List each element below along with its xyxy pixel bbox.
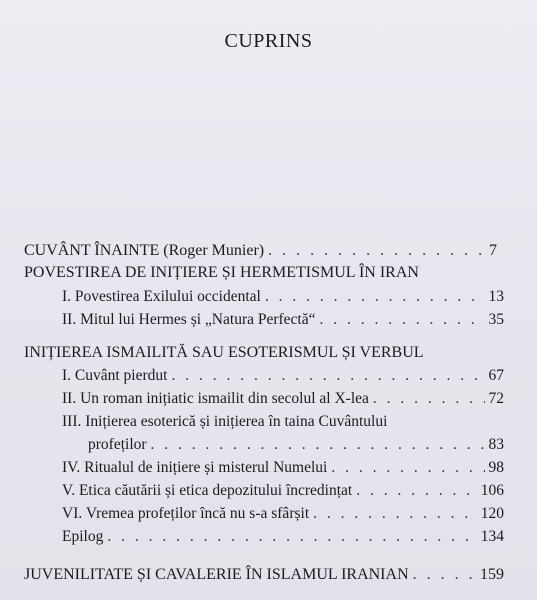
leader-dots <box>265 287 485 307</box>
leader-dots <box>107 527 476 547</box>
toc-entry-label: JUVENILITATE ȘI CAVALERIE ÎN ISLAMUL IRANIAN <box>24 566 409 583</box>
toc-entry-page: 35 <box>488 311 504 328</box>
toc-entry-page: 83 <box>488 436 504 453</box>
leader-dots <box>356 481 477 501</box>
toc-entry-page: 120 <box>480 505 504 522</box>
toc-entry <box>62 527 504 547</box>
toc-entry-label: INIȚIEREA ISMAILITĂ SAU ESOTERISMUL ȘI VERBUL <box>24 344 424 361</box>
toc-entry <box>62 504 504 524</box>
toc-entry-label: I. Cuvânt pierdut <box>62 367 168 384</box>
toc-entry <box>62 287 504 307</box>
toc-entry-label: I. Povestirea Exilului occidental <box>62 288 261 305</box>
leader-dots <box>313 504 477 524</box>
toc-entry <box>62 389 504 409</box>
toc-entry-label: II. Un roman inițiatic ismailit din secolul al X-lea <box>62 390 369 407</box>
toc-entry-page: 72 <box>488 390 504 407</box>
toc-section-heading <box>24 343 424 363</box>
toc-entry-label: POVESTIREA DE INIȚIERE ȘI HERMETISMUL ÎN IRAN <box>24 264 419 281</box>
toc-entry-label: IV. Ritualul de inițiere și misterul Numelui <box>62 459 328 476</box>
leader-dots <box>320 310 485 330</box>
toc-entry-page: 67 <box>488 367 504 384</box>
toc-entry-label: Epilog <box>62 528 104 545</box>
toc-entry-page: 98 <box>488 459 504 476</box>
toc-entry <box>24 241 497 261</box>
toc-entry <box>24 565 504 585</box>
toc-entry <box>62 458 504 478</box>
toc-entry-page: 134 <box>480 528 504 545</box>
page-title: CUPRINS <box>224 30 313 52</box>
toc-entry <box>62 412 387 432</box>
leader-dots <box>151 435 485 455</box>
toc-section-heading <box>24 263 419 283</box>
toc-entry <box>62 310 504 330</box>
toc-entry-label: V. Etica căutării și etica depozitului încredințat <box>62 482 353 499</box>
toc-entry-label: CUVÂNT ÎNAINTE (Roger Munier) <box>24 242 265 259</box>
toc-entry-label: VI. Vremea profeților încă nu s-a sfârșit <box>62 505 310 522</box>
leader-dots <box>373 389 485 409</box>
leader-dots <box>331 458 484 478</box>
toc-entry-label: III. Inițierea esoterică și inițierea în taina Cuvântului <box>62 413 388 430</box>
leader-dots <box>413 565 476 585</box>
toc-entry <box>62 366 504 386</box>
toc-entry-page: 106 <box>480 482 504 499</box>
toc-entry <box>88 435 504 455</box>
toc-entry-label: profeților <box>88 436 147 453</box>
leader-dots <box>268 241 485 261</box>
toc-entry <box>62 481 504 501</box>
toc-entry-label: II. Mitul lui Hermes și „Natura Perfectă“ <box>62 311 316 328</box>
toc-entry-page: 7 <box>489 242 497 259</box>
toc-entry-page: 159 <box>480 566 504 583</box>
toc-entry-page: 13 <box>488 288 504 305</box>
leader-dots <box>171 366 484 386</box>
